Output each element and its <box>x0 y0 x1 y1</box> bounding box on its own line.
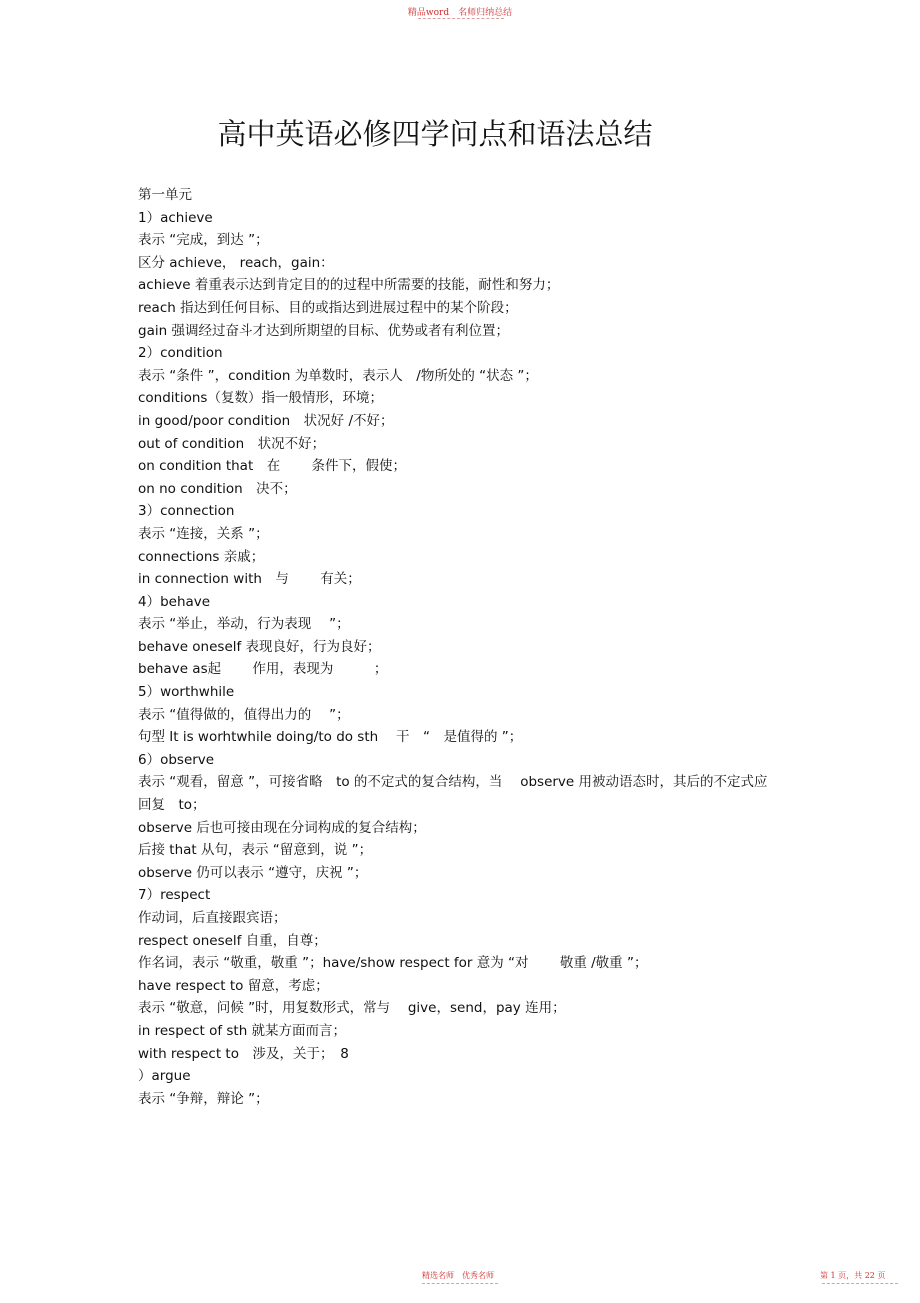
text-line: ）argue <box>138 1068 191 1085</box>
text-line: 表示 “值得做的，值得出力的 ”； <box>138 706 350 723</box>
text-line: observe 后也可接由现在分词构成的复合结构； <box>138 819 426 836</box>
text-line: 表示 “完成，到达 ”； <box>138 232 269 249</box>
text-line: 作名词，表示 “敬重，敬重 ”；have/show respect for 意为 “对 敬重 /敬重 ”； <box>138 955 648 972</box>
text-line: behave as起 作用，表现为 ； <box>138 661 388 678</box>
text-line: 6）observe <box>138 751 215 768</box>
text-line: in respect of sth 就某方面而言； <box>138 1022 347 1039</box>
text-line: on condition that 在 条件下，假使； <box>138 458 407 475</box>
text-line: 表示 “连接，关系 ”； <box>138 525 269 542</box>
header-divider <box>418 18 504 19</box>
text-line: have respect to 留意，考虑； <box>138 977 329 994</box>
text-line: 1）achieve <box>138 209 213 226</box>
page-title: 高中英语必修四学问点和语法总结 <box>217 117 653 151</box>
text-line: 后接 that 从句，表示 “留意到，说 ”； <box>138 842 373 859</box>
text-line: 7）respect <box>138 887 211 904</box>
text-line: 4）behave <box>138 593 211 610</box>
text-line: observe 仍可以表示 “遵守，庆祝 ”； <box>138 864 368 881</box>
text-line: 5）worthwhile <box>138 684 235 701</box>
text-line: achieve 着重表示达到肯定目的的过程中所需要的技能，耐性和努力； <box>138 277 560 294</box>
text-line: in good/poor condition 状况好 /不好； <box>138 412 394 429</box>
text-line: with respect to 涉及，关于； 8 <box>138 1045 349 1062</box>
text-line: 表示 “举止，举动，行为表现 ”； <box>138 616 350 633</box>
text-line: 2）condition <box>138 345 223 362</box>
text-line: 表示 “条件 ”，condition 为单数时，表示人 /物所处的 “状态 ”； <box>138 367 538 384</box>
footer-divider <box>422 1283 498 1284</box>
text-line: 3）connection <box>138 503 235 520</box>
text-line: 句型 It is worhtwhile doing/to do sth 干 “ 是值得的 ”； <box>138 729 523 746</box>
text-line: in connection with 与 有关； <box>138 571 361 588</box>
text-line: out of condition 状况不好； <box>138 435 326 452</box>
footer-watermark: 精选名师 优秀名师 <box>422 1271 494 1280</box>
text-line: 表示 “观看，留意 ”，可接省略 to 的不定式的复合结构，当 observe 用被动语态时，其后的不定式应回复 to； <box>138 774 768 814</box>
text-line: respect oneself 自重，自尊； <box>138 932 327 949</box>
text-line: gain 强调经过奋斗才达到所期望的目标、优势或者有利位置； <box>138 322 509 339</box>
text-line: reach 指达到任何目标、目的或指达到进展过程中的某个阶段； <box>138 299 518 316</box>
page-number: 第 1 页，共 22 页 <box>820 1271 886 1280</box>
text-line: on no condition 决不； <box>138 480 297 497</box>
text-line: connections 亲戚； <box>138 548 265 565</box>
document-body <box>138 184 778 1110</box>
page-header: 精品word 名师归纳总结 <box>407 8 513 18</box>
text-line: behave oneself 表现良好，行为良好； <box>138 638 381 655</box>
text-line: 第一单元 <box>138 187 192 203</box>
text-line: 区分 achieve， reach，gain： <box>138 254 334 271</box>
text-line: 表示 “争辩，辩论 ”； <box>138 1090 269 1107</box>
footer-divider <box>822 1283 898 1284</box>
text-line: 作动词，后直接跟宾语； <box>138 910 287 926</box>
text-line: 表示 “敬意，问候 ”时，用复数形式，常与 give，send，pay 连用； <box>138 1000 566 1017</box>
text-line: conditions（复数）指一般情形，环境； <box>138 390 383 407</box>
